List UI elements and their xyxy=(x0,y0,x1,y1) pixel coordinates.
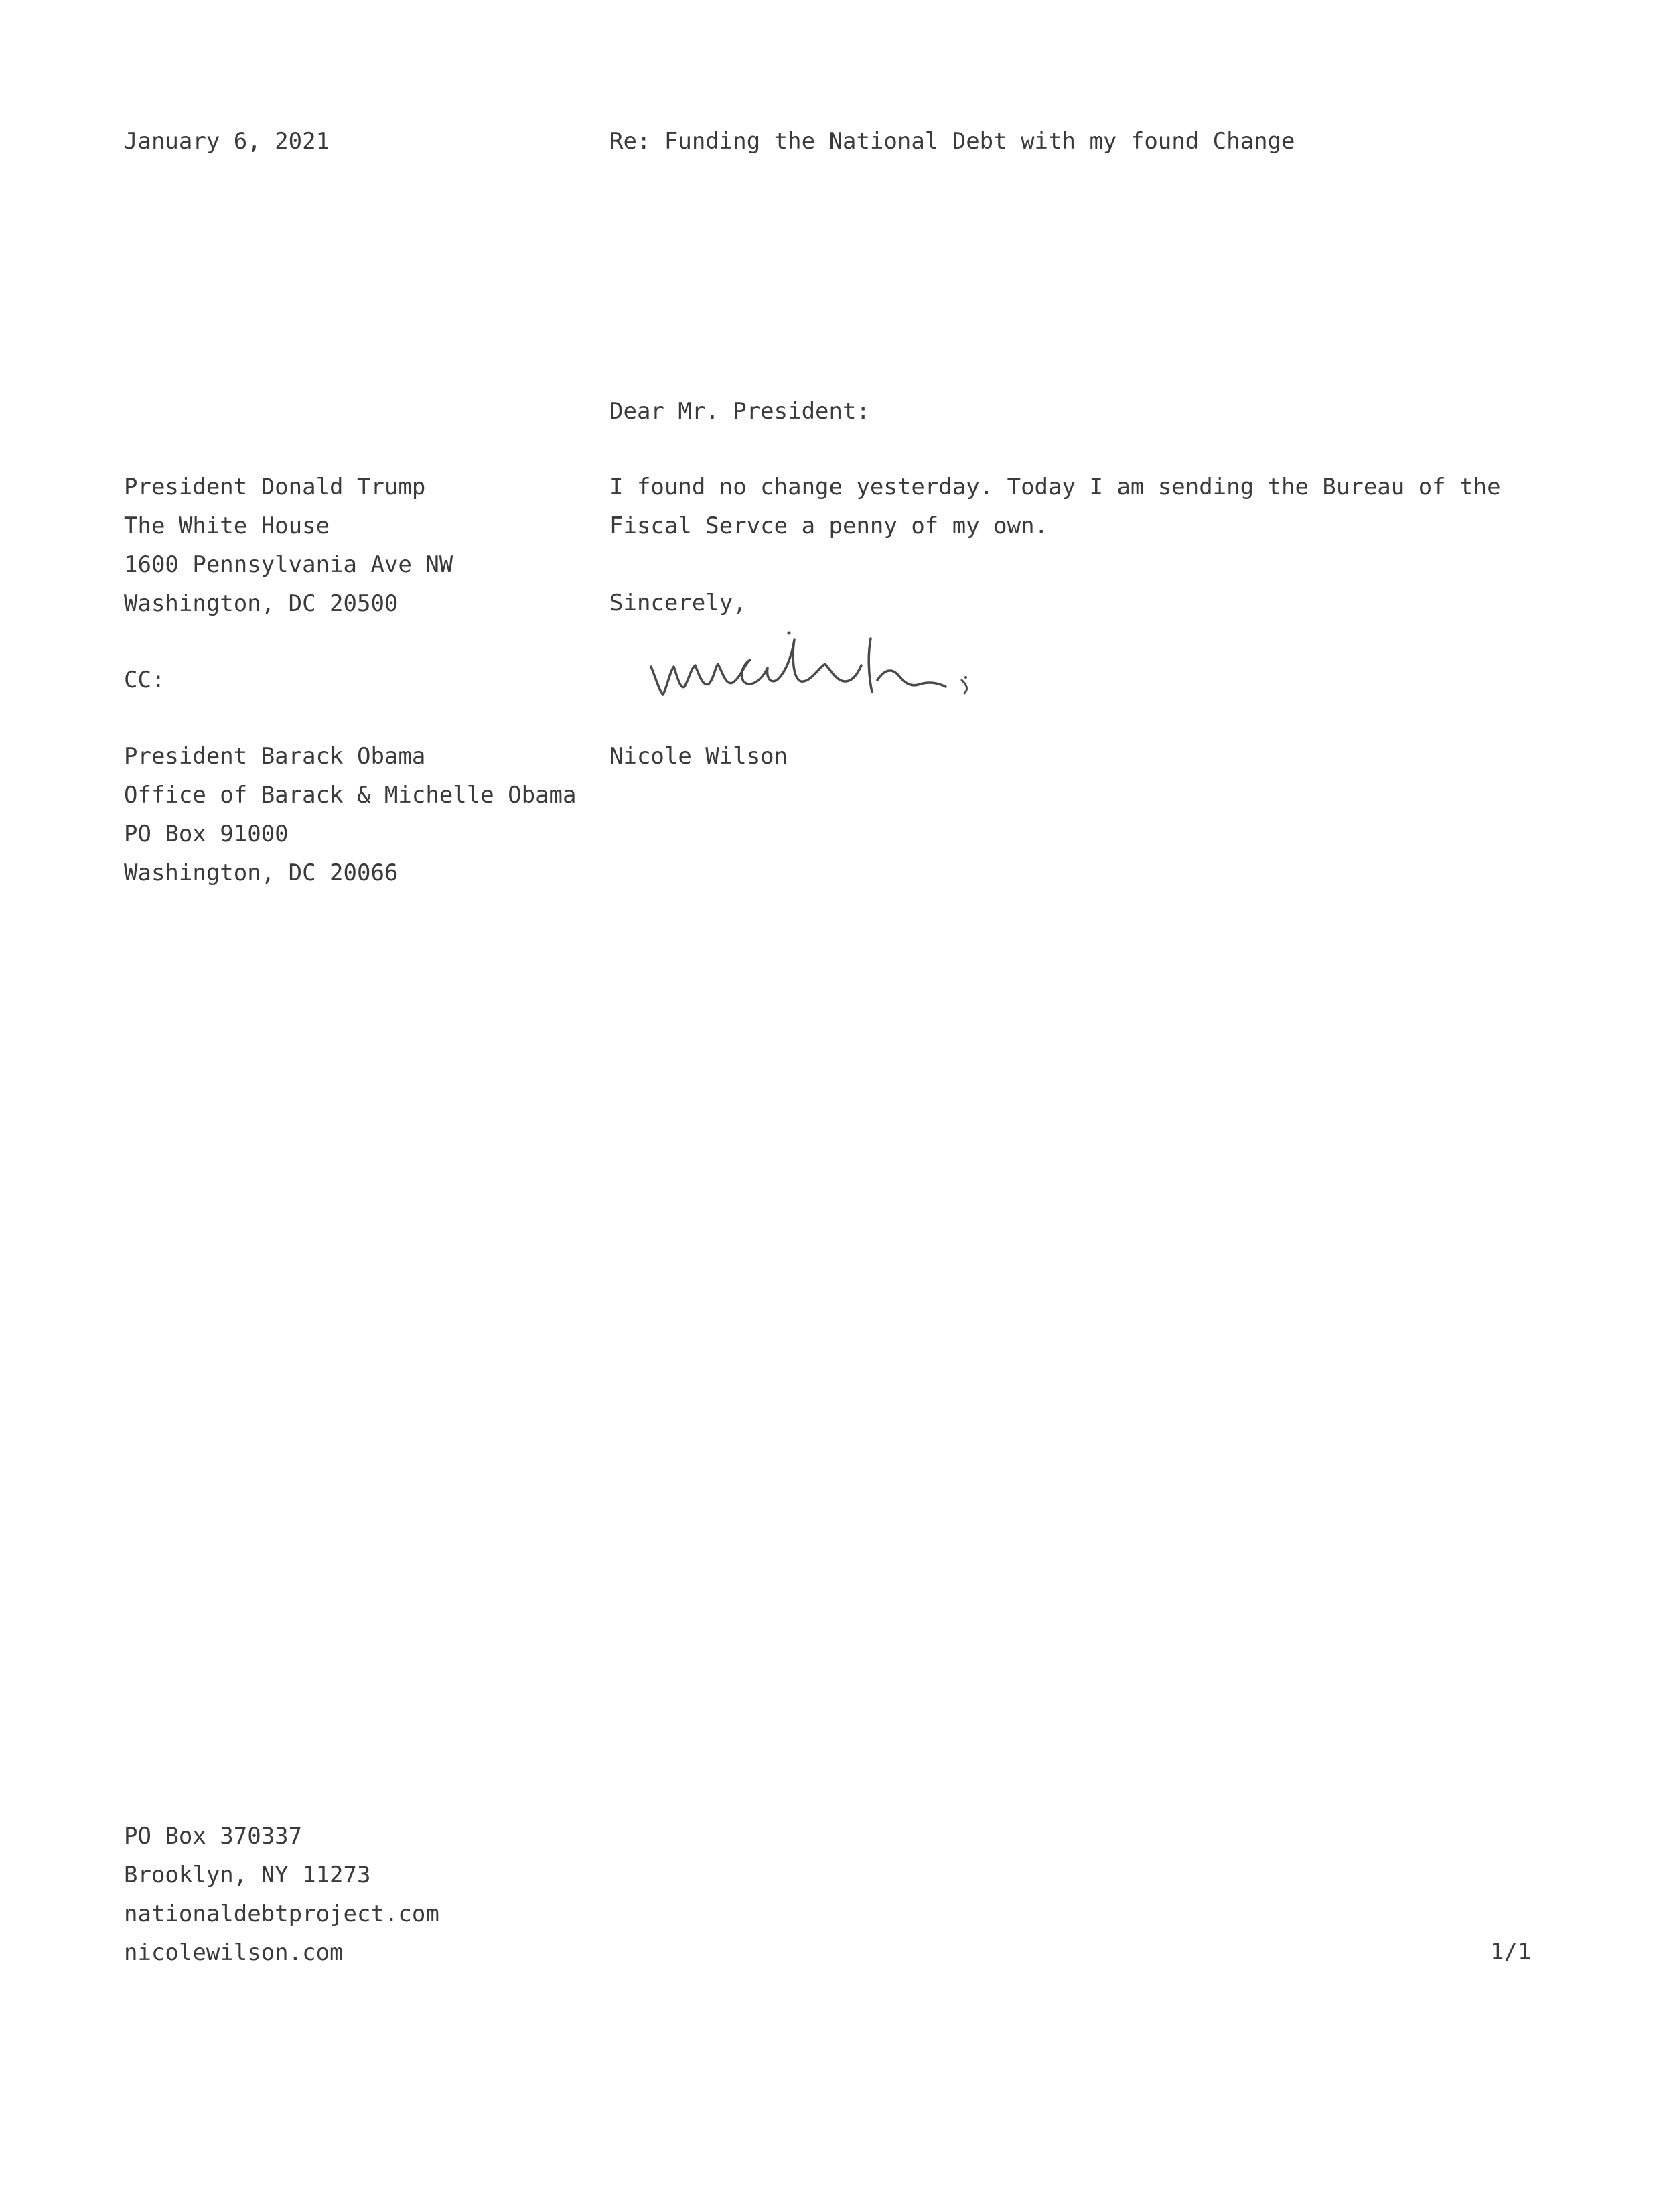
recipient-address xyxy=(124,468,453,623)
body-line: Fiscal Servce a penny of my own. xyxy=(609,512,1049,539)
recipient-line: Washington, DC 20500 xyxy=(124,590,399,617)
body-line: I found no change yesterday. Today I am sending the Bureau of the xyxy=(609,474,1501,500)
closing: Sincerely, xyxy=(609,590,747,616)
recipient-line: 1600 Pennsylvania Ave NW xyxy=(124,551,453,578)
letter-body xyxy=(609,468,1501,545)
footer-line: nationaldebtproject.com xyxy=(124,1900,439,1927)
recipient-line: The White House xyxy=(124,512,330,539)
footer-line: Brooklyn, NY 11273 xyxy=(124,1862,371,1888)
handwritten-signature xyxy=(643,620,991,713)
cc-recipient-line: Washington, DC 20066 xyxy=(124,859,399,886)
footer-line: PO Box 370337 xyxy=(124,1823,303,1850)
cc-recipient-line: Office of Barack & Michelle Obama xyxy=(124,782,577,809)
cc-recipient-address xyxy=(124,737,577,892)
cc-label: CC: xyxy=(124,667,165,693)
cc-recipient-line: PO Box 91000 xyxy=(124,821,289,847)
page-number: 1/1 xyxy=(1490,1939,1532,1965)
sender-name: Nicole Wilson xyxy=(609,743,788,770)
salutation: Dear Mr. President: xyxy=(609,398,870,425)
letter-date: January 6, 2021 xyxy=(124,128,330,155)
subject-line: Re: Funding the National Debt with my found Change xyxy=(609,128,1295,155)
footer-line: nicolewilson.com xyxy=(124,1939,344,1966)
recipient-line: President Donald Trump xyxy=(124,474,426,500)
cc-recipient-line: President Barack Obama xyxy=(124,743,426,770)
footer-address xyxy=(124,1817,439,1972)
